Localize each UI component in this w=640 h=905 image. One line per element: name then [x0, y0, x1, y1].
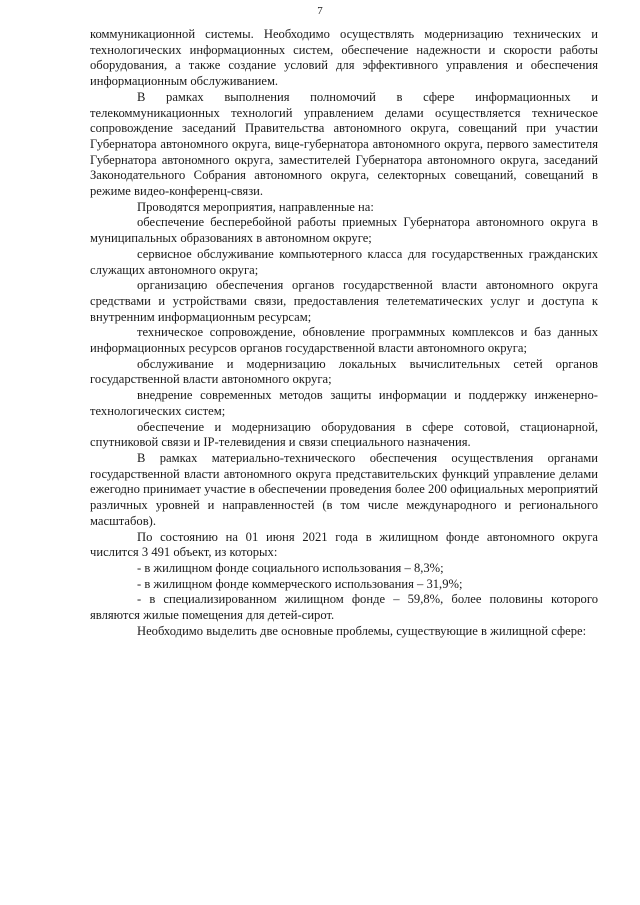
- list-item-computer-class: сервисное обслуживание компьютерного класса для государственных гражданских служащих автономного округа;: [90, 246, 598, 277]
- list-item-reception-offices: обеспечение бесперебойной работы приемных Губернатора автономного округа в муниципальных образованиях в автономном округе;: [90, 215, 598, 246]
- page-number: 7: [317, 5, 323, 17]
- list-item-social-housing: - в жилищном фонде социального использования – 8,3%;: [137, 560, 444, 575]
- list-item-communication-equipment: обеспечение и модернизацию оборудования в сфере сотовой, стационарной, спутниковой связи и IP-телевидения и связи специального назначения.: [90, 419, 598, 450]
- list-item-communication-means: организацию обеспечения органов государственной власти автономного округа средствами и устройствами связи, предоставления телетематических услуг и доступа к внутренним информационным ресурсам;: [90, 278, 598, 324]
- paragraph-it-support: В рамках выполнения полномочий в сфере информационных и телекоммуникационных технологий управлением делами осуществляется техническое сопровождение заседаний Правительства автономного округа, совещаний при участии Губернатора автономного округа, вице-губернатора автономного округа, первого заместителя Губернатора автономного округа, заместителей Губернатора автономного округа, заседаний Законодательного Собрания автономного округа, селекторных совещаний, совещаний в режиме видео-конференц-связи.: [90, 89, 598, 199]
- list-item-local-networks: обслуживание и модернизацию локальных вычислительных сетей органов государственной власти автономного округа;: [90, 356, 598, 387]
- list-item-commercial-housing: - в жилищном фонде коммерческого использования – 31,9%;: [137, 576, 463, 591]
- list-item-information-security: внедрение современных методов защиты информации и поддержку инженерно-технологических систем;: [90, 388, 598, 418]
- paragraph-housing-stock: По состоянию на 01 июня 2021 года в жилищном фонде автономного округа числится 3 491 объект, из которых:: [90, 529, 598, 560]
- paragraph-housing-problems: Необходимо выделить две основные проблемы, существующие в жилищной сфере:: [137, 623, 587, 638]
- list-item-specialized-housing: - в специализированном жилищном фонде – 59,8%, более половины которого являются жилые помещения для детей-сирот.: [90, 592, 598, 623]
- paragraph-official-events: В рамках материально-технического обеспечения осуществления органами государственной власти автономного округа представительских функций управление делами ежегодно принимает участие в обеспечении проведения более 200 официальных мероприятий различных уровней и направленностей (в том числе международного и регионального масштабов).: [90, 450, 598, 528]
- list-item-software-support: техническое сопровождение, обновление программных комплексов и баз данных информационных ресурсов органов государственной власти автономного округа;: [90, 325, 598, 356]
- document-body: [90, 27, 598, 639]
- paragraph-continuation: коммуникационной системы. Необходимо осуществлять модернизацию технических и технологических информационных систем, обеспечение надежности и скорости работы оборудования, а также создание условий для эффективного управления и обеспечения информационным обслуживанием.: [90, 27, 598, 89]
- paragraph-activities-intro: Проводятся мероприятия, направленные на:: [137, 199, 374, 214]
